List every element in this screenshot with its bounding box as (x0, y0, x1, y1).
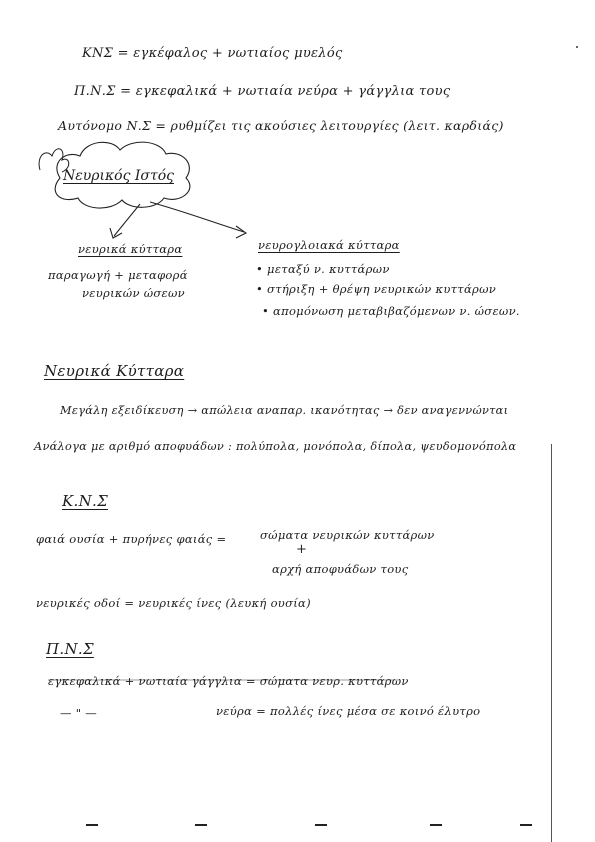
margin-rule (551, 444, 552, 842)
glia-title: νευρογλοιακά κύτταρα (258, 238, 400, 252)
nerve-paths-line: νευρικές οδοί = νευρικές ίνες (λευκή ουσία) (36, 596, 311, 610)
glia-item-2: • στήριξη + θρέψη νευρικών κυττάρων (256, 282, 497, 296)
arrow-to-cells (114, 204, 140, 236)
section-nerve-cells: Νευρικά Κύτταρα (44, 362, 185, 380)
poles-line: Ανάλογα με αριθμό αποφυάδων : πολύπολα, μονόπολα, δίπολα, ψευδομονόπολα (34, 440, 517, 453)
cells-desc-2: νευρικών ώσεων (82, 286, 185, 300)
glia-item-1: • μεταξύ ν. κυττάρων (256, 262, 390, 276)
tissue-title: Νευρικός Ιστός (63, 168, 174, 184)
arrow-to-glia (150, 202, 244, 232)
arrowhead-cells (110, 228, 122, 238)
section-kns: Κ.Ν.Σ (62, 492, 108, 510)
bottom-dash-5 (520, 824, 532, 826)
bottom-dash-2 (195, 824, 207, 826)
kns-definition: ΚΝΣ = εγκέφαλος + νωτιαίος μυελός (82, 46, 343, 61)
pns-line-2: νεύρα = πολλές ίνες μέσα σε κοινό έλυτρο (216, 704, 481, 718)
specialization-line: Μεγάλη εξειδίκευση → απώλεια αναπαρ. ικανότητας → δεν αναγεννώνται (60, 404, 509, 417)
ditto-mark: — " — (60, 706, 98, 720)
grey-matter-right-2: αρχή αποφυάδων τους (272, 562, 409, 576)
pns-line-1: εγκεφαλικά + νωτιαία γάγγλια = σώματα νευρ. κυττάρων (48, 674, 409, 688)
grey-matter-plus: + (296, 542, 308, 557)
bottom-dash-3 (315, 824, 327, 826)
grey-matter-left: φαιά ουσία + πυρήνες φαιάς = (36, 532, 227, 546)
stray-dot (576, 46, 578, 48)
bottom-dash-4 (430, 824, 442, 826)
ans-definition: Αυτόνομο Ν.Σ = ρυθμίζει τις ακούσιες λειτουργίες (λειτ. καρδιάς) (58, 118, 504, 133)
section-pns: Π.Ν.Σ (46, 640, 94, 658)
cells-desc-1: παραγωγή + μεταφορά (48, 268, 188, 282)
grey-matter-right-1: σώματα νευρικών κυττάρων (260, 528, 435, 542)
glia-item-3: • απομόνωση μεταβιβαζόμενων ν. ώσεων. (262, 304, 520, 318)
bottom-dash-1 (86, 824, 98, 826)
pns-definition: Π.Ν.Σ = εγκεφαλικά + νωτιαία νεύρα + γάγγλια τους (74, 84, 451, 99)
arrowhead-glia (236, 226, 246, 238)
cells-title: νευρικά κύτταρα (78, 242, 183, 256)
